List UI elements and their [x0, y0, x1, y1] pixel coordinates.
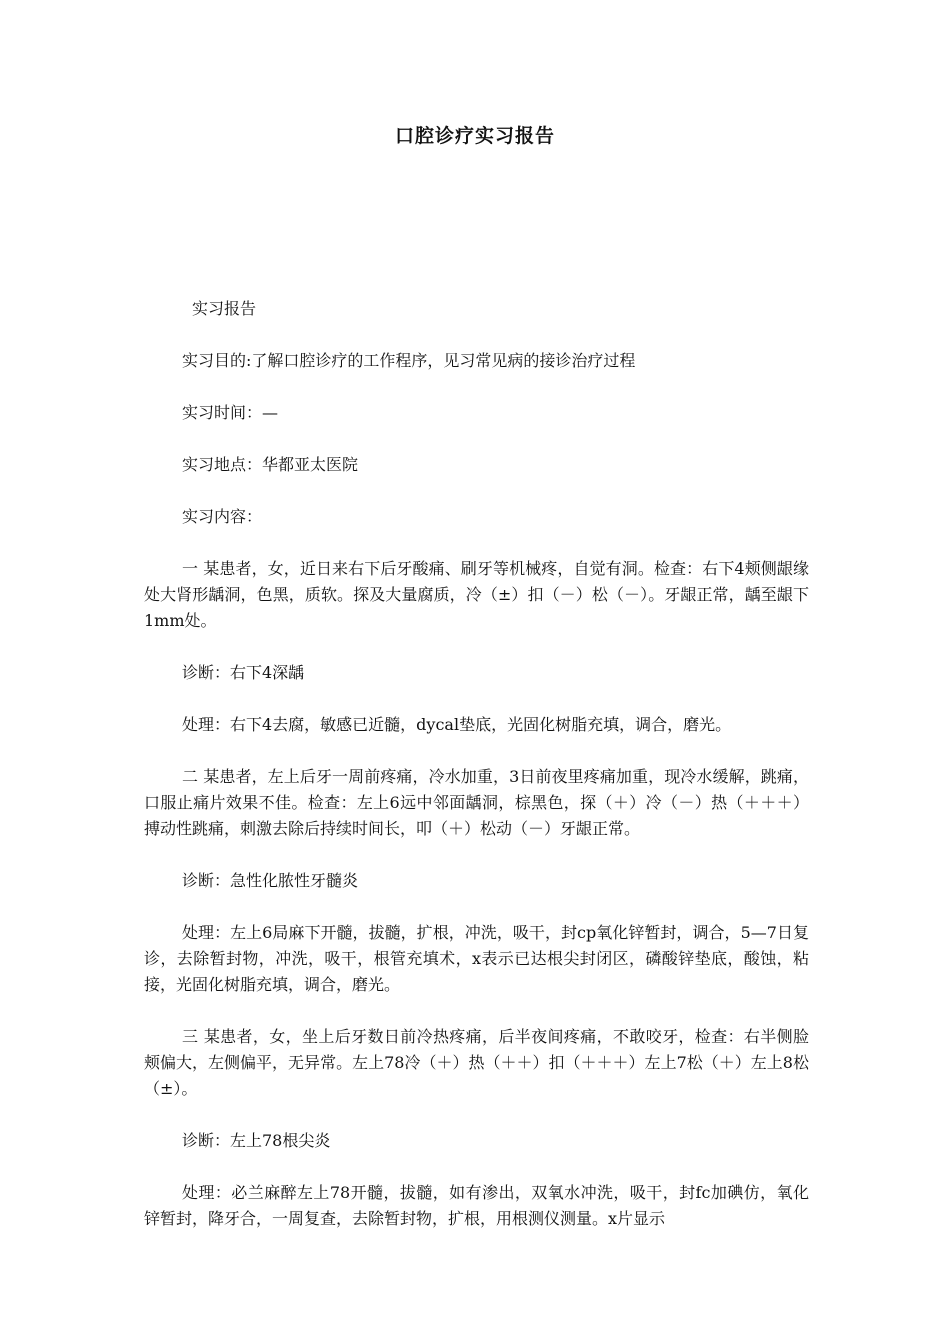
- section-heading: 实习报告: [192, 299, 257, 318]
- case-1-diagnosis: 诊断：右下4深龋: [182, 663, 305, 682]
- document-title: 口腔诊疗实习报告: [394, 125, 555, 147]
- case-3-treatment: 处理：必兰麻醉左上78开髓，拔髓，如有渗出，双氧水冲洗，吸干，封fc加碘仿，氧化锌暂封，降牙合，一周复查，去除暂封物，扩根，用根测仪测量。x片显示: [144, 1183, 809, 1228]
- case-1-treatment: 处理：右下4去腐，敏感已近髓，dycal垫底，光固化树脂充填，调合，磨光。: [182, 715, 732, 734]
- internship-location: 实习地点：华都亚太医院: [182, 455, 359, 474]
- case-3-description: 三 某患者，女，坐上后牙数日前冷热疼痛，后半夜间疼痛，不敢咬牙，检查：右半侧脸颊偏大，左侧偏平，无异常。左上78冷（＋）热（＋＋）扣（＋＋＋）左上7松（＋）左上8松（±）。: [144, 1027, 809, 1098]
- case-1-description: 一 某患者，女，近日来右下后牙酸痛、刷牙等机械疼，自觉有洞。检查：右下4颊侧龈缘处大肾形龋洞，色黑，质软。探及大量腐质，冷（±）扣（－）松（－）。牙龈正常，龋至龈下1mm处。: [144, 559, 809, 630]
- internship-time: 实习时间：—: [182, 403, 279, 422]
- case-3-diagnosis: 诊断：左上78根尖炎: [182, 1131, 331, 1150]
- internship-content-label: 实习内容：: [182, 507, 263, 526]
- case-2-treatment: 处理：左上6局麻下开髓，拔髓，扩根，冲洗，吸干，封cp氧化锌暂封，调合，5—7日复诊，去除暂封物，冲洗，吸干，根管充填术，x表示已达根尖封闭区，磷酸锌垫底，酸蚀，粘接，光固化树脂充填，调合，磨光。: [144, 923, 809, 994]
- document-body: [144, 296, 809, 1258]
- case-2-diagnosis: 诊断：急性化脓性牙髓炎: [182, 871, 359, 890]
- internship-purpose: 实习目的:了解口腔诊疗的工作程序，见习常见病的接诊治疗过程: [182, 351, 636, 370]
- case-2-description: 二 某患者，左上后牙一周前疼痛，冷水加重，3日前夜里疼痛加重，现冷水缓解，跳痛，口服止痛片效果不佳。检查：左上6远中邻面龋洞，棕黑色，探（＋）冷（－）热（＋＋＋）搏动性跳痛，刺激去除后持续时间长，叩（＋）松动（－）牙龈正常。: [144, 767, 809, 838]
